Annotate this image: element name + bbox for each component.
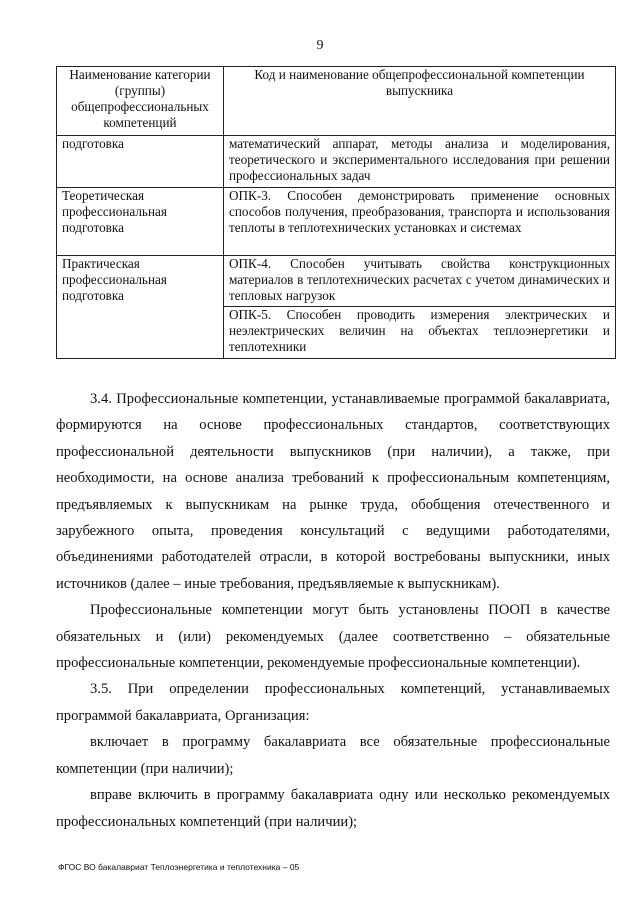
- row-category: Практическая профессиональная подготовка: [57, 256, 224, 359]
- paragraph-professional-competencies: Профессиональные компетенции могут быть установлены ПООП в качестве обязательных и (или) рекомендуемых (далее соответственно – обязательные профессиональные компетенции, рекомендуемые профессиональные компетенции).: [56, 602, 610, 672]
- row-competence: ОПК-5. Способен проводить измерения электрических и неэлектрических величин на объектах теплоэнергетики и теплотехники: [224, 307, 616, 359]
- table-row: [57, 136, 616, 188]
- row-category: Теоретическая профессиональная подготовка: [57, 188, 224, 256]
- competence-table: [56, 66, 616, 359]
- page-number: 9: [316, 38, 324, 53]
- body-text: [56, 386, 610, 835]
- header-category: Наименование категории (группы) общепрофессиональных компетенций: [57, 67, 224, 136]
- row-category: подготовка: [57, 136, 224, 188]
- row-competence: ОПК-4. Способен учитывать свойства конструкционных материалов в теплотехнических расчетах с учетом динамических и тепловых нагрузок: [224, 256, 616, 307]
- table-row: [57, 256, 616, 307]
- row-competence: математический аппарат, методы анализа и моделирования, теоретического и экспериментального исследования при решении профессиональных задач: [224, 136, 616, 188]
- header-competence: Код и наименование общепрофессиональной компетенции выпускника: [224, 67, 616, 136]
- footer-note: ФГОС ВО бакалавриат Теплоэнергетика и теплотехника – 05: [58, 862, 300, 872]
- paragraph-3-5: 3.5. При определении профессиональных компетенций, устанавливаемых программой бакалавриата, Организация:: [56, 681, 610, 724]
- paragraph-includes: включает в программу бакалавриата все обязательные профессиональные компетенции (при наличии);: [56, 734, 610, 777]
- table-row: [57, 188, 616, 256]
- row-competence: ОПК-3. Способен демонстрировать применение основных способов получения, преобразования, транспорта и использования теплоты в теплотехнических установках и системах: [224, 188, 616, 256]
- paragraph-may-include: вправе включить в программу бакалавриата одну или несколько рекомендуемых профессиональных компетенций (при наличии);: [56, 787, 610, 830]
- paragraph-3-4: 3.4. Профессиональные компетенции, устанавливаемые программой бакалавриата, формируются на основе профессиональных стандартов, соответствующих профессиональной деятельности выпускников (при наличии), а также, при необходимости, на основе анализа требований к профессиональным компетенциям, предъявляемых к выпускникам на рынке труда, обобщения отечественного и зарубежного опыта, проведения консультаций с ведущими работодателями, объединениями работодателей отрасли, в которой востребованы выпускники, иных источников (далее – иные требования, предъявляемые к выпускникам).: [56, 391, 610, 592]
- table-header-row: [57, 67, 616, 136]
